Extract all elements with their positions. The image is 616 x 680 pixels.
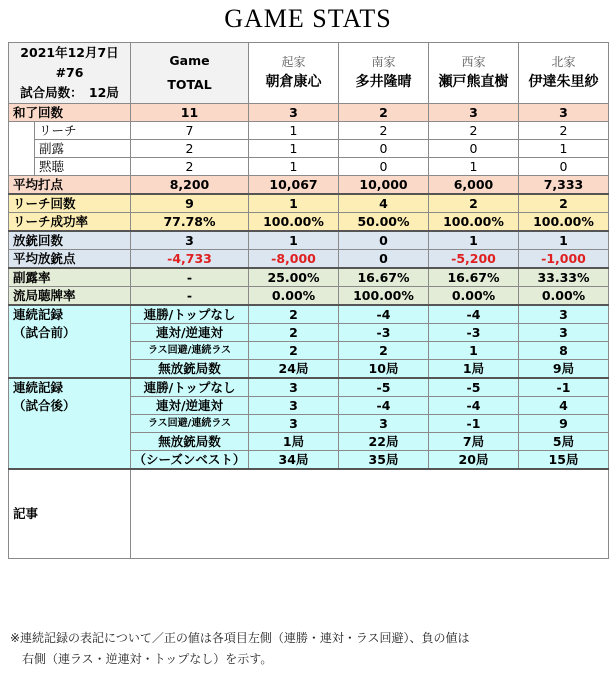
player-value: 0 [339, 250, 429, 269]
player-value: 10,000 [339, 176, 429, 195]
section-label: 連続記録 [9, 305, 131, 324]
player-value: 4 [519, 397, 609, 415]
player-value: 1局 [249, 433, 339, 451]
row-label: 副露 [35, 140, 131, 158]
avg-score-row [9, 176, 609, 195]
player-value: -5,200 [429, 250, 519, 269]
total-value: 7 [131, 122, 249, 140]
header-row [9, 43, 609, 104]
player-value: 3 [249, 104, 339, 122]
player-value: 0.00% [429, 287, 519, 306]
draw-tenpai-row [9, 287, 609, 306]
indent-cell [9, 122, 35, 176]
player-value: 1 [429, 231, 519, 250]
player-value: -5 [429, 378, 519, 397]
player-value: 1 [249, 122, 339, 140]
row-label: 放銃回数 [9, 231, 131, 250]
call-rate-row [9, 268, 609, 287]
article-row [9, 469, 609, 559]
player-value: 2 [249, 342, 339, 360]
streak-label: 無放銃局数 [131, 360, 249, 379]
player-value: 3 [249, 415, 339, 433]
player-header-4 [519, 43, 609, 104]
avg-deal-in-row [9, 250, 609, 269]
seat-wind: 南家 [371, 55, 396, 69]
page-title: GAME STATS [224, 4, 392, 33]
player-value: 24局 [249, 360, 339, 379]
streak-label: 連勝/トップなし [131, 305, 249, 324]
player-header-1 [249, 43, 339, 104]
section-blank [9, 451, 131, 470]
total-value: 11 [131, 104, 249, 122]
player-value: 34局 [249, 451, 339, 470]
player-value: 2 [339, 104, 429, 122]
player-value: -1 [519, 378, 609, 397]
row-label: 黙聴 [35, 158, 131, 176]
streak-label: 無放銃局数 [131, 433, 249, 451]
player-value: 1 [429, 158, 519, 176]
player-value: 100.00% [249, 213, 339, 232]
player-value: 4 [339, 194, 429, 213]
player-value: 16.67% [339, 268, 429, 287]
player-value: 1 [519, 140, 609, 158]
section-sublabel: （試合前） [9, 324, 131, 342]
row-label: 流局聴牌率 [9, 287, 131, 306]
player-header-2 [339, 43, 429, 104]
total-value: 3 [131, 231, 249, 250]
game-date: 2021年12月7日 [20, 45, 119, 60]
player-value: 3 [519, 104, 609, 122]
wins-riichi-row [9, 122, 609, 140]
player-value: 1 [249, 194, 339, 213]
player-value: 10,067 [249, 176, 339, 195]
player-value: 16.67% [429, 268, 519, 287]
streak-before-row-3 [9, 342, 609, 360]
player-name: 伊達朱里紗 [528, 74, 599, 90]
section-blank [9, 360, 131, 379]
section-label: 連続記録 [9, 378, 131, 397]
section-blank [9, 415, 131, 433]
player-value: 1 [249, 140, 339, 158]
player-value: 1 [249, 158, 339, 176]
player-value: 0.00% [519, 287, 609, 306]
player-value: 2 [429, 194, 519, 213]
player-value: 25.00% [249, 268, 339, 287]
player-value: -4 [339, 305, 429, 324]
player-value: 2 [249, 324, 339, 342]
section-blank [9, 433, 131, 451]
player-value: 35局 [339, 451, 429, 470]
riichi-count-row [9, 194, 609, 213]
player-value: -4 [429, 397, 519, 415]
player-value: -4 [339, 397, 429, 415]
row-label: 平均打点 [9, 176, 131, 195]
streak-label: 連勝/トップなし [131, 378, 249, 397]
seat-wind: 起家 [281, 55, 306, 69]
article-label: 記事 [9, 469, 131, 559]
total-value: - [131, 287, 249, 306]
player-value: -8,000 [249, 250, 339, 269]
wins-call-row [9, 140, 609, 158]
player-value: 1 [519, 231, 609, 250]
seat-wind: 西家 [461, 55, 486, 69]
player-value: 2 [339, 122, 429, 140]
streak-label: ラス回避/連続ラス [131, 342, 249, 360]
article-content [131, 469, 609, 559]
streak-label: ラス回避/連続ラス [131, 415, 249, 433]
player-value: 20局 [429, 451, 519, 470]
player-value: 2 [249, 305, 339, 324]
streak-before-row-1 [9, 305, 609, 324]
row-label: リーチ成功率 [9, 213, 131, 232]
footnote-line-2: 右側（連ラス・逆連対・トップなし）を示す。 [10, 652, 273, 666]
player-value: 3 [519, 324, 609, 342]
row-label: 副露率 [9, 268, 131, 287]
player-value: 5局 [519, 433, 609, 451]
player-value: 0 [339, 231, 429, 250]
games-count: 試合局数： 12局 [20, 85, 119, 100]
riichi-success-row [9, 213, 609, 232]
player-value: -3 [429, 324, 519, 342]
total-value: 2 [131, 140, 249, 158]
wins-damaten-row [9, 158, 609, 176]
player-value: 1 [249, 231, 339, 250]
player-value: -1,000 [519, 250, 609, 269]
seat-wind: 北家 [551, 55, 576, 69]
total-value: 2 [131, 158, 249, 176]
player-value: 9 [519, 415, 609, 433]
player-value: 50.00% [339, 213, 429, 232]
player-value: 100.00% [519, 213, 609, 232]
row-label: リーチ回数 [9, 194, 131, 213]
player-value: 2 [429, 122, 519, 140]
player-value: 1 [429, 342, 519, 360]
streak-before-row-4 [9, 360, 609, 379]
player-value: 3 [519, 305, 609, 324]
game-number: #76 [55, 65, 84, 80]
deal-in-count-row [9, 231, 609, 250]
streak-before-row-2 [9, 324, 609, 342]
player-value: 100.00% [339, 287, 429, 306]
player-header-3 [429, 43, 519, 104]
player-value: -5 [339, 378, 429, 397]
row-label: 平均放銃点 [9, 250, 131, 269]
streak-after-row-4 [9, 433, 609, 451]
player-value: 3 [249, 397, 339, 415]
player-value: 3 [249, 378, 339, 397]
player-value: 6,000 [429, 176, 519, 195]
player-value: 15局 [519, 451, 609, 470]
row-label: 和了回数 [9, 104, 131, 122]
player-name: 朝倉康心 [265, 74, 322, 90]
player-value: 22局 [339, 433, 429, 451]
streak-after-row-3 [9, 415, 609, 433]
player-value: 2 [339, 342, 429, 360]
row-label: リーチ [35, 122, 131, 140]
player-value: 2 [519, 122, 609, 140]
player-value: 1局 [429, 360, 519, 379]
stats-table [8, 42, 609, 559]
player-value: 0 [339, 158, 429, 176]
total-value: 8,200 [131, 176, 249, 195]
player-value: 3 [429, 104, 519, 122]
footnote-line-1: ※連続記録の表記について／正の値は各項目左側（連勝・連対・ラス回避）、負の値は [10, 631, 470, 645]
player-name: 多井隆晴 [355, 74, 412, 90]
streak-label: 連対/逆連対 [131, 397, 249, 415]
player-value: 7,333 [519, 176, 609, 195]
player-value: -1 [429, 415, 519, 433]
player-value: 8 [519, 342, 609, 360]
player-value: -4 [429, 305, 519, 324]
player-value: 7局 [429, 433, 519, 451]
streak-after-row-2 [9, 397, 609, 415]
footnote [10, 628, 610, 670]
player-value: 2 [519, 194, 609, 213]
total-value: -4,733 [131, 250, 249, 269]
game-info-cell [9, 43, 131, 104]
player-value: 3 [339, 415, 429, 433]
player-value: 10局 [339, 360, 429, 379]
streak-after-row-1 [9, 378, 609, 397]
total-value: 77.78% [131, 213, 249, 232]
section-blank [9, 342, 131, 360]
streak-label: 連対/逆連対 [131, 324, 249, 342]
player-value: 0.00% [249, 287, 339, 306]
player-name: 瀬戸熊直樹 [438, 74, 509, 90]
game-total-header: Game TOTAL [131, 43, 249, 104]
streak-after-row-5 [9, 451, 609, 470]
player-value: -3 [339, 324, 429, 342]
player-value: 33.33% [519, 268, 609, 287]
player-value: 100.00% [429, 213, 519, 232]
total-value: - [131, 268, 249, 287]
wins-row [9, 104, 609, 122]
section-sublabel: （試合後） [9, 397, 131, 415]
player-value: 9局 [519, 360, 609, 379]
player-value: 0 [429, 140, 519, 158]
total-value: 9 [131, 194, 249, 213]
player-value: 0 [519, 158, 609, 176]
player-value: 0 [339, 140, 429, 158]
streak-label: （シーズンベスト） [131, 451, 249, 470]
